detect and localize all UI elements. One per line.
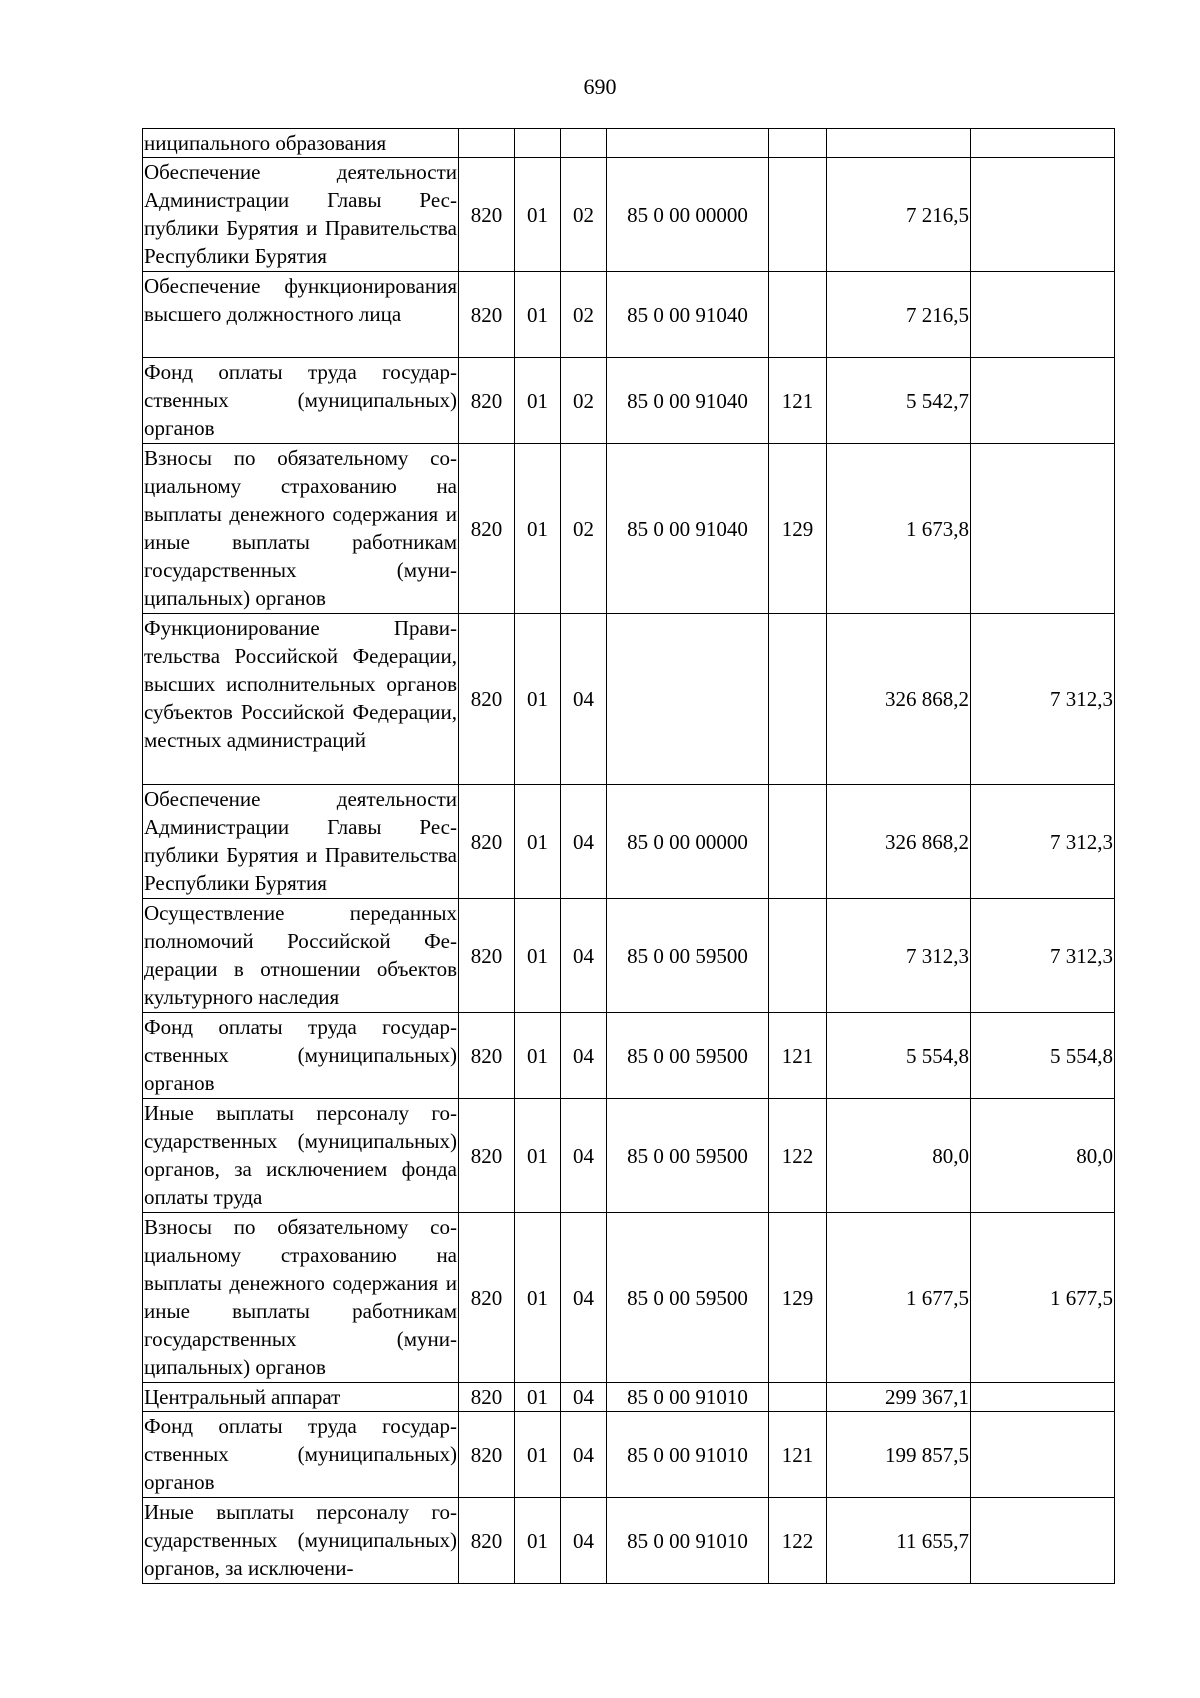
cell-csr bbox=[607, 129, 769, 158]
cell-rz: 01 bbox=[515, 1412, 561, 1498]
table-row bbox=[143, 129, 1115, 158]
cell-ved: 820 bbox=[459, 358, 515, 444]
cell-name: ниципального образования bbox=[143, 129, 459, 158]
cell-rz: 01 bbox=[515, 272, 561, 358]
cell-sum-federal bbox=[971, 1383, 1115, 1412]
cell-pr: 04 bbox=[561, 614, 607, 785]
cell-ved: 820 bbox=[459, 899, 515, 1013]
cell-ved bbox=[459, 129, 515, 158]
cell-sum-federal bbox=[971, 444, 1115, 614]
cell-rz: 01 bbox=[515, 1383, 561, 1412]
cell-vr bbox=[769, 1383, 827, 1412]
cell-rz: 01 bbox=[515, 1013, 561, 1099]
cell-pr: 04 bbox=[561, 1498, 607, 1584]
cell-csr: 85 0 00 91010 bbox=[607, 1383, 769, 1412]
cell-rz: 01 bbox=[515, 614, 561, 785]
cell-rz: 01 bbox=[515, 1213, 561, 1383]
cell-sum-federal bbox=[971, 1498, 1115, 1584]
cell-pr: 04 bbox=[561, 899, 607, 1013]
cell-vr: 122 bbox=[769, 1099, 827, 1213]
cell-sum: 7 216,5 bbox=[827, 272, 971, 358]
cell-vr: 122 bbox=[769, 1498, 827, 1584]
cell-sum-federal: 7 312,3 bbox=[971, 614, 1115, 785]
cell-ved: 820 bbox=[459, 444, 515, 614]
cell-csr: 85 0 00 91040 bbox=[607, 358, 769, 444]
cell-sum: 7 216,5 bbox=[827, 158, 971, 272]
cell-ved: 820 bbox=[459, 1412, 515, 1498]
cell-sum-federal: 7 312,3 bbox=[971, 785, 1115, 899]
table-row bbox=[143, 272, 1115, 358]
cell-pr: 04 bbox=[561, 785, 607, 899]
cell-vr bbox=[769, 129, 827, 158]
cell-sum: 5 542,7 bbox=[827, 358, 971, 444]
cell-ved: 820 bbox=[459, 785, 515, 899]
cell-sum: 299 367,1 bbox=[827, 1383, 971, 1412]
cell-sum: 326 868,2 bbox=[827, 785, 971, 899]
table-row bbox=[143, 1099, 1115, 1213]
cell-name: Иные выплаты персоналу государственных (муниципальных) органов, за исключением фонда оплаты труда bbox=[143, 1099, 459, 1213]
cell-sum-federal bbox=[971, 158, 1115, 272]
cell-vr bbox=[769, 614, 827, 785]
cell-sum: 11 655,7 bbox=[827, 1498, 971, 1584]
cell-sum bbox=[827, 129, 971, 158]
cell-name: Фонд оплаты труда государственных (муниципальных) органов bbox=[143, 358, 459, 444]
cell-name: Фонд оплаты труда государственных (муниципальных) органов bbox=[143, 1013, 459, 1099]
cell-pr bbox=[561, 129, 607, 158]
cell-ved: 820 bbox=[459, 158, 515, 272]
cell-csr: 85 0 00 91040 bbox=[607, 444, 769, 614]
cell-csr bbox=[607, 614, 769, 785]
cell-pr: 04 bbox=[561, 1013, 607, 1099]
table-row bbox=[143, 614, 1115, 785]
cell-sum: 80,0 bbox=[827, 1099, 971, 1213]
cell-sum-federal: 80,0 bbox=[971, 1099, 1115, 1213]
cell-name: Взносы по обязательному социальному страхованию на выплаты денежного содержания и иные выплаты работникам государственных (муниципальных) органов bbox=[143, 1213, 459, 1383]
cell-vr bbox=[769, 785, 827, 899]
cell-rz: 01 bbox=[515, 899, 561, 1013]
cell-csr: 85 0 00 91010 bbox=[607, 1412, 769, 1498]
cell-pr: 04 bbox=[561, 1412, 607, 1498]
cell-ved: 820 bbox=[459, 614, 515, 785]
cell-ved: 820 bbox=[459, 1498, 515, 1584]
cell-vr: 121 bbox=[769, 1013, 827, 1099]
cell-sum-federal: 7 312,3 bbox=[971, 899, 1115, 1013]
cell-csr: 85 0 00 91040 bbox=[607, 272, 769, 358]
cell-name: Обеспечение деятельности Администрации Главы Республики Бурятия и Правительства Республики Бурятия bbox=[143, 785, 459, 899]
table-row bbox=[143, 1383, 1115, 1412]
cell-rz: 01 bbox=[515, 444, 561, 614]
cell-pr: 02 bbox=[561, 158, 607, 272]
cell-vr: 129 bbox=[769, 1213, 827, 1383]
cell-pr: 02 bbox=[561, 358, 607, 444]
cell-csr: 85 0 00 00000 bbox=[607, 785, 769, 899]
cell-vr bbox=[769, 158, 827, 272]
table-row bbox=[143, 1412, 1115, 1498]
table-row bbox=[143, 158, 1115, 272]
cell-ved: 820 bbox=[459, 1383, 515, 1412]
cell-rz: 01 bbox=[515, 158, 561, 272]
cell-pr: 04 bbox=[561, 1099, 607, 1213]
cell-pr: 02 bbox=[561, 444, 607, 614]
cell-sum: 1 677,5 bbox=[827, 1213, 971, 1383]
cell-csr: 85 0 00 59500 bbox=[607, 1099, 769, 1213]
cell-vr: 129 bbox=[769, 444, 827, 614]
table-row bbox=[143, 1213, 1115, 1383]
cell-sum: 7 312,3 bbox=[827, 899, 971, 1013]
cell-rz: 01 bbox=[515, 1498, 561, 1584]
cell-vr: 121 bbox=[769, 1412, 827, 1498]
cell-sum-federal: 5 554,8 bbox=[971, 1013, 1115, 1099]
table-body bbox=[143, 129, 1115, 1584]
cell-csr: 85 0 00 59500 bbox=[607, 1213, 769, 1383]
table-row bbox=[143, 1498, 1115, 1584]
cell-ved: 820 bbox=[459, 272, 515, 358]
cell-name: Фонд оплаты труда государственных (муниципальных) органов bbox=[143, 1412, 459, 1498]
budget-table bbox=[142, 128, 1115, 1584]
cell-ved: 820 bbox=[459, 1213, 515, 1383]
cell-csr: 85 0 00 00000 bbox=[607, 158, 769, 272]
cell-sum-federal bbox=[971, 272, 1115, 358]
cell-rz bbox=[515, 129, 561, 158]
cell-csr: 85 0 00 91010 bbox=[607, 1498, 769, 1584]
cell-sum: 326 868,2 bbox=[827, 614, 971, 785]
cell-name: Осуществление переданных полномочий Российской Федерации в отношении объектов культурного наследия bbox=[143, 899, 459, 1013]
cell-pr: 04 bbox=[561, 1213, 607, 1383]
cell-rz: 01 bbox=[515, 785, 561, 899]
cell-sum: 1 673,8 bbox=[827, 444, 971, 614]
cell-rz: 01 bbox=[515, 358, 561, 444]
page-number: 690 bbox=[583, 74, 617, 99]
table-row bbox=[143, 444, 1115, 614]
cell-vr bbox=[769, 272, 827, 358]
cell-csr: 85 0 00 59500 bbox=[607, 899, 769, 1013]
cell-sum-federal bbox=[971, 129, 1115, 158]
table-row bbox=[143, 358, 1115, 444]
cell-sum: 199 857,5 bbox=[827, 1412, 971, 1498]
cell-name: Иные выплаты персоналу государственных (муниципальных) органов, за исключени- bbox=[143, 1498, 459, 1584]
cell-pr: 04 bbox=[561, 1383, 607, 1412]
cell-vr bbox=[769, 899, 827, 1013]
cell-name: Функционирование Правительства Российской Федерации, высших исполнительных органов субъектов Российской Федерации, местных администраций bbox=[143, 614, 459, 785]
cell-csr: 85 0 00 59500 bbox=[607, 1013, 769, 1099]
table-row bbox=[143, 785, 1115, 899]
cell-vr: 121 bbox=[769, 358, 827, 444]
cell-sum-federal bbox=[971, 1412, 1115, 1498]
cell-sum-federal: 1 677,5 bbox=[971, 1213, 1115, 1383]
cell-name: Обеспечение функционирования высшего должностного лица bbox=[143, 272, 459, 358]
cell-name: Центральный аппарат bbox=[143, 1383, 459, 1412]
table-row bbox=[143, 1013, 1115, 1099]
cell-ved: 820 bbox=[459, 1099, 515, 1213]
cell-sum: 5 554,8 bbox=[827, 1013, 971, 1099]
cell-name: Взносы по обязательному социальному страхованию на выплаты денежного содержания и иные выплаты работникам государственных (муниципальных) органов bbox=[143, 444, 459, 614]
cell-name: Обеспечение деятельности Администрации Главы Республики Бурятия и Правительства Республики Бурятия bbox=[143, 158, 459, 272]
cell-sum-federal bbox=[971, 358, 1115, 444]
cell-rz: 01 bbox=[515, 1099, 561, 1213]
cell-pr: 02 bbox=[561, 272, 607, 358]
table-row bbox=[143, 899, 1115, 1013]
cell-ved: 820 bbox=[459, 1013, 515, 1099]
